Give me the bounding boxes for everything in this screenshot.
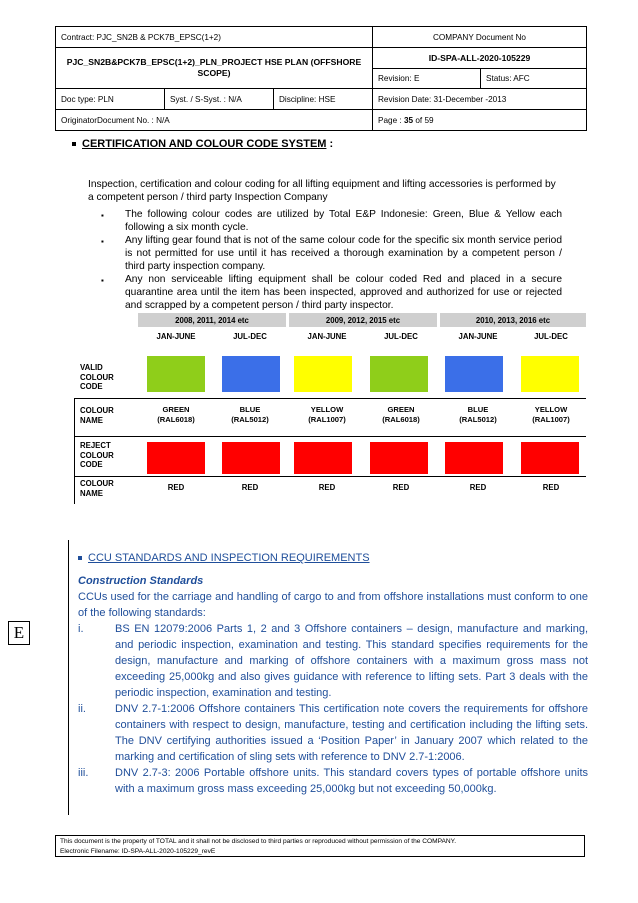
list-item: ▪ Any non serviceable lifting equipment shall be colour coded Red and placed in a secure quarantine area until the item has been inspected, approved and authorized for use or rejected and scrapped by a competent person / third party inspector.: [101, 274, 562, 311]
doc-type-cell: Doc type: PLN: [56, 89, 165, 110]
valid-colour-swatch: [147, 356, 205, 392]
list-item: ▪ The following colour codes are utilized by Total E&P Indonesie: Green, Blue & Yellow each following a six month cycle.: [101, 209, 562, 233]
month-header: JUL-DEC: [384, 331, 418, 341]
revision-bar: [68, 540, 69, 815]
square-bullet-icon: ▪: [101, 211, 104, 220]
valid-colour-swatch: [521, 356, 579, 392]
square-bullet-icon: ▪: [101, 237, 104, 246]
reject-colour-swatch: [222, 442, 280, 474]
valid-colour-swatch: [222, 356, 280, 392]
reject-colour-name: RED: [392, 483, 410, 492]
reject-colour-swatch: [294, 442, 352, 474]
document-footer: [55, 835, 585, 857]
originator-cell: OriginatorDocument No. : N/A: [56, 110, 373, 131]
plan-title: PJC_SN2B&PCK7B_EPSC(1+2)_PLN_PROJECT HSE PLAN (OFFSHORE SCOPE): [56, 48, 373, 89]
reject-colour-name: RED: [542, 483, 560, 492]
row-label-valid: VALID COLOUR CODE: [80, 363, 114, 391]
page-cell: Page : 35 of 59: [373, 110, 587, 131]
footer-disclaimer: This document is the property of TOTAL and it shall not be disclosed to third parties or reproduced without permission of the COMPANY.: [60, 838, 457, 845]
row-label-reject: REJECT COLOUR CODE: [80, 441, 114, 469]
section1-intro: Inspection, certification and colour coding for all lifting equipment and lifting accessories is performed by a competent person / third party Inspection Company: [88, 179, 556, 203]
document-header: [55, 26, 587, 131]
reject-colour-name: RED: [318, 483, 336, 492]
reject-colour-swatch: [370, 442, 428, 474]
reject-colour-swatch: [521, 442, 579, 474]
period-header: 2010, 2013, 2016 etc: [440, 313, 586, 327]
valid-colour-swatch: [370, 356, 428, 392]
period-header: 2008, 2011, 2014 etc: [138, 313, 286, 327]
syst-cell: Syst. / S-Syst. : N/A: [165, 89, 274, 110]
period-header: 2009, 2012, 2015 etc: [289, 313, 437, 327]
square-bullet-icon: [72, 142, 76, 146]
table-divider: [74, 398, 586, 399]
valid-colour-swatch: [445, 356, 503, 392]
page-current: 35: [403, 115, 414, 125]
month-header: JAN-JUNE: [307, 331, 347, 341]
table-divider: [74, 398, 75, 504]
revision-date-cell: Revision Date: 31-December -2013: [373, 89, 587, 110]
company-doc-label: COMPANY Document No: [373, 27, 587, 48]
section1-title: CERTIFICATION AND COLOUR CODE SYSTEM :: [72, 138, 333, 150]
contract-cell: Contract: PJC_SN2B & PCK7B_EPSC(1+2): [56, 27, 373, 48]
colour-name: YELLOW (RAL1007): [308, 405, 346, 424]
list-item: ii. DNV 2.7-1:2006 Offshore containers This certification note covers the requirements for offshore containers with respect to design, manufacture, testing and certification including the lifting sets. The DNV certifying authorities issued a ‘Position Paper’ in January 2007 which related to the marking and certification of sling sets with reference to DNV 2.7-1:2006.: [78, 703, 588, 763]
month-header: JAN-JUNE: [458, 331, 498, 341]
status-cell: Status: AFC: [481, 69, 587, 89]
valid-colour-swatch: [294, 356, 352, 392]
section2-title: CCU STANDARDS AND INSPECTION REQUIREMENTS: [78, 550, 588, 566]
row-label-colour-name: COLOUR NAME: [80, 406, 114, 425]
colour-name: GREEN (RAL6018): [157, 405, 195, 424]
section1-list: [100, 208, 562, 312]
footer-filename: Electronic Filename: ID-SPA-ALL-2020-105229_revE: [60, 848, 216, 855]
month-header: JUL-DEC: [534, 331, 568, 341]
month-header: JUL-DEC: [233, 331, 267, 341]
section2-intro: CCUs used for the carriage and handling of cargo to and from offshore installations must conform to one of the following standards:: [78, 591, 588, 619]
square-bullet-icon: ▪: [101, 276, 104, 285]
revision-mark: E: [8, 621, 30, 645]
table-divider: [74, 476, 586, 477]
reject-colour-swatch: [445, 442, 503, 474]
doc-number: ID-SPA-ALL-2020-105229: [373, 48, 587, 69]
standards-list: [78, 621, 588, 797]
colour-name: BLUE (RAL5012): [231, 405, 269, 424]
table-divider: [74, 436, 586, 437]
section2-subtitle: Construction Standards: [78, 575, 204, 587]
reject-colour-name: RED: [241, 483, 259, 492]
month-header: JAN-JUNE: [156, 331, 196, 341]
discipline-cell: Discipline: HSE: [274, 89, 373, 110]
section2: [78, 550, 588, 797]
row-label-reject-name: COLOUR NAME: [80, 479, 114, 498]
colour-name: GREEN (RAL6018): [382, 405, 420, 424]
square-bullet-icon: [78, 556, 82, 560]
reject-colour-swatch: [147, 442, 205, 474]
list-item: ▪ Any lifting gear found that is not of the same colour code for the specific six month service period is not permitted for use until it has received a thorough examination by a competent person / third party inspection company.: [101, 235, 562, 272]
revision-cell: Revision: E: [373, 69, 481, 89]
reject-colour-name: RED: [469, 483, 487, 492]
list-item: iii. DNV 2.7-3: 2006 Portable offshore units. This standard covers types of portable offshore units with a maximum gross mass exceeding 25,000kg but not exceeding 50,000kg.: [78, 767, 588, 795]
colour-name: YELLOW (RAL1007): [532, 405, 570, 424]
list-item: i. BS EN 12079:2006 Parts 1, 2 and 3 Offshore containers – design, manufacture and marking, and periodic inspection, examination and testing. This standard specifies requirements for the design, manufacture and marking of offshore containers with a maximum gross mass not exceeding 25,000kg and also gives guidance with reference to lifting sets. Part 3 deals with the periodic inspection, examination and testing.: [78, 623, 588, 699]
colour-name: BLUE (RAL5012): [459, 405, 497, 424]
reject-colour-name: RED: [167, 483, 185, 492]
